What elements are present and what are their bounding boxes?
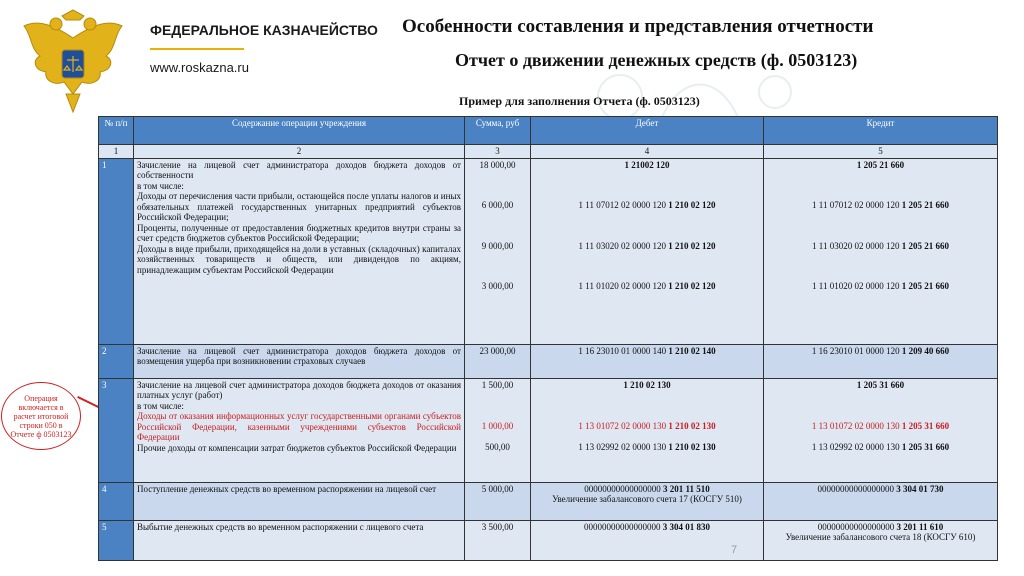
table-caption: Пример для заполнения Отчета (ф. 0503123) [459,94,700,108]
desc-item: Проценты, полученные от предоставления бюджетных кредитов внутри страны за счет средств бюджетов субъектов Российской Федерации; [137,222,461,243]
treasury-emblem-icon [18,8,128,116]
col-index: 4 [531,145,764,159]
report-table [98,116,998,561]
col-index: 5 [764,145,998,159]
row-description [134,158,465,344]
amount-item-highlighted: 1 000,00 [481,421,514,431]
callout-note-text: Операция включается в расчет итоговой строки 050 в Отчете ф 0503123 [10,393,72,439]
report-title: Отчет о движении денежных средств (ф. 0503123) [455,50,858,70]
credit-code: 1 11 07012 02 0000 120 [812,200,900,210]
amount-item: 3 000,00 [481,281,514,291]
table-row [99,482,998,520]
debit-main: 1 21002 120 [624,159,670,170]
table-row [99,520,998,560]
row-debit [531,378,764,482]
col-header-num: № п/п [99,117,134,145]
row-amount [465,158,531,344]
row-credit [764,344,998,378]
amount-item: 500,00 [485,441,510,452]
amount-item: 9 000,00 [481,240,514,251]
row-amount [465,378,531,482]
debit-account: 1 210 02 120 [668,281,716,291]
table-row [99,344,998,378]
desc-including: в том числе: [137,400,184,411]
slide-number: 7 [731,544,738,556]
row-description: Выбытие денежных средств во временном распоряжении с лицевого счета [134,520,465,560]
credit-code: 1 13 02992 02 0000 130 [811,441,900,452]
desc-main: Зачисление на лицевой счет администратора доходов бюджета доходов от оказания платных услуг (работ) [137,379,461,400]
org-divider [150,48,244,50]
credit-note: Увеличение забалансового счета 18 (КОСГУ 610) [785,532,976,542]
debit-code: 00000000000000000 [584,483,661,494]
row-debit [531,158,764,344]
debit-code: 1 13 02992 02 0000 130 [578,441,667,452]
callout-note [1,382,81,450]
desc-main: Зачисление на лицевой счет администратора доходов бюджета доходов от собственности [137,159,461,180]
row-credit [764,378,998,482]
credit-main: 1 205 31 660 [856,379,905,390]
amount-main: 1 500,00 [481,379,514,390]
col-index: 2 [134,145,465,159]
credit-code: 00000000000000000 [817,483,894,494]
col-index: 1 [99,145,134,159]
credit-account: 3 304 01 730 [896,483,944,494]
col-index: 3 [465,145,531,159]
desc-item: Доходы в виде прибыли, приходящейся на доли в уставных (складочных) капиталах хозяйственных товариществ и обществ, или дивидендов по акциям, принадлежащим субъектам Российской Федерации [137,243,461,275]
row-debit [531,482,764,520]
amount-main: 18 000,00 [479,159,516,170]
debit-note: Увеличение забалансового счета 17 (КОСГУ 510) [552,494,742,504]
debit-account: 1 210 02 130 [668,441,716,452]
row-description: Зачисление на лицевой счет администратора доходов бюджета доходов от возмещения ущерба при возникновении страховых случаев [134,344,465,378]
table-index-row [99,145,998,159]
row-debit [531,344,764,378]
row-description [134,378,465,482]
credit-account: 1 205 21 660 [901,200,949,210]
desc-including: в том числе: [137,180,184,191]
credit-account: 1 209 40 660 [901,345,950,356]
debit-code: 1 11 01020 02 0000 120 [578,281,666,291]
credit-account: 1 205 21 660 [901,240,949,251]
table-header-row [99,117,998,145]
debit-code: 00000000000000000 [584,521,661,532]
row-number: 4 [99,482,134,520]
desc-item-highlighted: Доходы от оказания информационных услуг государственными органами субъектов Российской Федерации, казенными учреждениями субъектов Российской Федерации [137,411,461,442]
credit-account: 1 205 31 660 [901,441,950,452]
row-description: Поступление денежных средств во временном распоряжении на лицевой счет [134,482,465,520]
debit-account: 1 210 02 120 [668,240,716,251]
org-name: ФЕДЕРАЛЬНОЕ КАЗНАЧЕЙСТВО [150,22,378,38]
col-header-content: Содержание операции учреждения [134,117,465,145]
amount-item: 6 000,00 [481,200,514,210]
row-credit [764,482,998,520]
row-amount: 3 500,00 [465,520,531,560]
credit-code: 00000000000000000 [817,521,895,532]
page-title: Особенности составления и представления отчетности [402,16,874,37]
debit-code: 1 13 01072 02 0000 130 [578,421,667,431]
col-header-credit: Кредит [764,117,998,145]
debit-main: 1 210 02 130 [623,379,671,390]
debit-code: 1 11 07012 02 0000 120 [578,200,666,210]
credit-account: 1 205 31 660 [901,421,950,431]
row-amount: 5 000,00 [465,482,531,520]
row-credit [764,520,998,560]
col-header-debit: Дебет [531,117,764,145]
debit-account: 1 210 02 140 [668,345,716,356]
row-debit [531,520,764,560]
row-amount: 23 000,00 [465,344,531,378]
row-number: 2 [99,344,134,378]
credit-code: 1 13 01072 02 0000 130 [811,421,900,431]
desc-item: Доходы от перечисления части прибыли, остающейся после уплаты налогов и иных обязательных платежей государственных унитарных предприятий субъектов Российской Федерации; [137,191,461,222]
credit-code: 1 16 23010 01 0000 120 [811,345,900,356]
debit-code: 1 16 23010 01 0000 140 [578,345,667,356]
debit-code: 1 11 03020 02 0000 120 [578,240,666,251]
credit-code: 1 11 03020 02 0000 120 [812,240,900,251]
table-row [99,378,998,482]
desc-item: Прочие доходы от компенсации затрат бюджетов субъектов Российской Федерации [137,442,457,453]
debit-account: 3 201 11 510 [662,483,710,494]
debit-account: 1 210 02 120 [668,200,716,210]
credit-main: 1 205 21 660 [856,159,905,170]
table-row [99,158,998,344]
credit-code: 1 11 01020 02 0000 120 [812,281,900,291]
debit-account: 1 210 02 130 [668,421,716,431]
credit-account: 3 201 11 610 [896,521,944,532]
col-header-amount: Сумма, руб [465,117,531,145]
debit-account: 3 304 01 830 [662,521,710,532]
row-credit [764,158,998,344]
credit-account: 1 205 21 660 [901,281,949,291]
org-website: www.roskazna.ru [150,60,249,75]
row-number: 1 [99,158,134,344]
row-number: 5 [99,520,134,560]
row-number: 3 [99,378,134,482]
